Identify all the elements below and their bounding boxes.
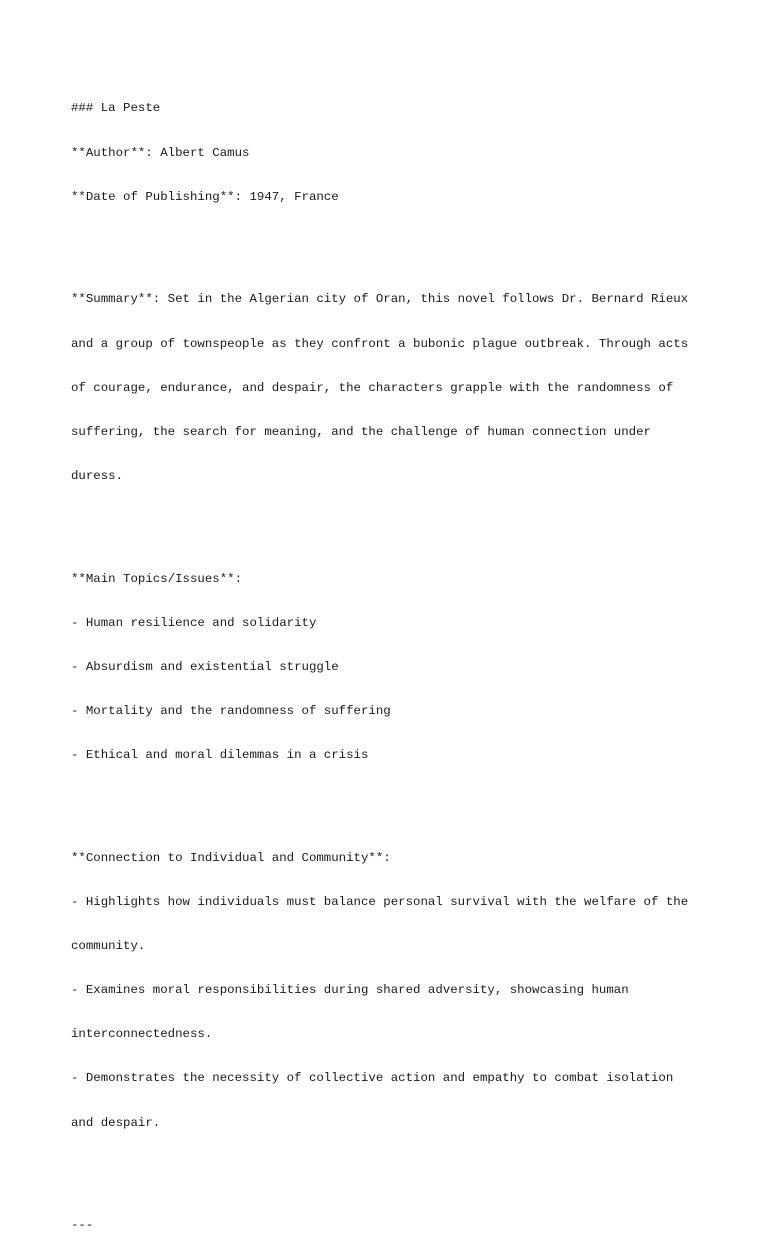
connection-line: - Highlights how individuals must balance personal survival with the welfare of the	[71, 895, 689, 910]
connection-line: community.	[71, 939, 146, 954]
connection-heading: **Connection to Individual and Community**:	[71, 851, 391, 866]
topic-item: - Mortality and the randomness of suffering	[71, 704, 391, 719]
topics-heading: **Main Topics/Issues**:	[71, 571, 243, 586]
blank-line	[71, 1160, 731, 1175]
document-body	[71, 72, 731, 1248]
blank-line	[71, 234, 731, 249]
summary-line: suffering, the search for meaning, and the challenge of human connection under	[71, 424, 651, 439]
blank-line	[71, 513, 731, 528]
horizontal-rule: ---	[71, 1218, 94, 1233]
topic-item: - Absurdism and existential struggle	[71, 659, 339, 674]
blank-line	[71, 792, 731, 807]
connection-line: - Demonstrates the necessity of collective action and empathy to combat isolation	[71, 1071, 674, 1086]
summary-line: and a group of townspeople as they confront a bubonic plague outbreak. Through acts	[71, 336, 689, 351]
topic-item: - Ethical and moral dilemmas in a crisis	[71, 748, 369, 763]
author-line: **Author**: Albert Camus	[71, 145, 250, 160]
connection-line: interconnectedness.	[71, 1027, 213, 1042]
summary-line: of courage, endurance, and despair, the characters grapple with the randomness of	[71, 380, 674, 395]
date-line: **Date of Publishing**: 1947, France	[71, 189, 339, 204]
connection-line: - Examines moral responsibilities during shared adversity, showcasing human	[71, 983, 629, 998]
summary-line: **Summary**: Set in the Algerian city of Oran, this novel follows Dr. Bernard Rieux	[71, 292, 689, 307]
document-heading: ### La Peste	[71, 101, 161, 116]
summary-line: duress.	[71, 468, 124, 483]
connection-line: and despair.	[71, 1115, 161, 1130]
topic-item: - Human resilience and solidarity	[71, 615, 317, 630]
